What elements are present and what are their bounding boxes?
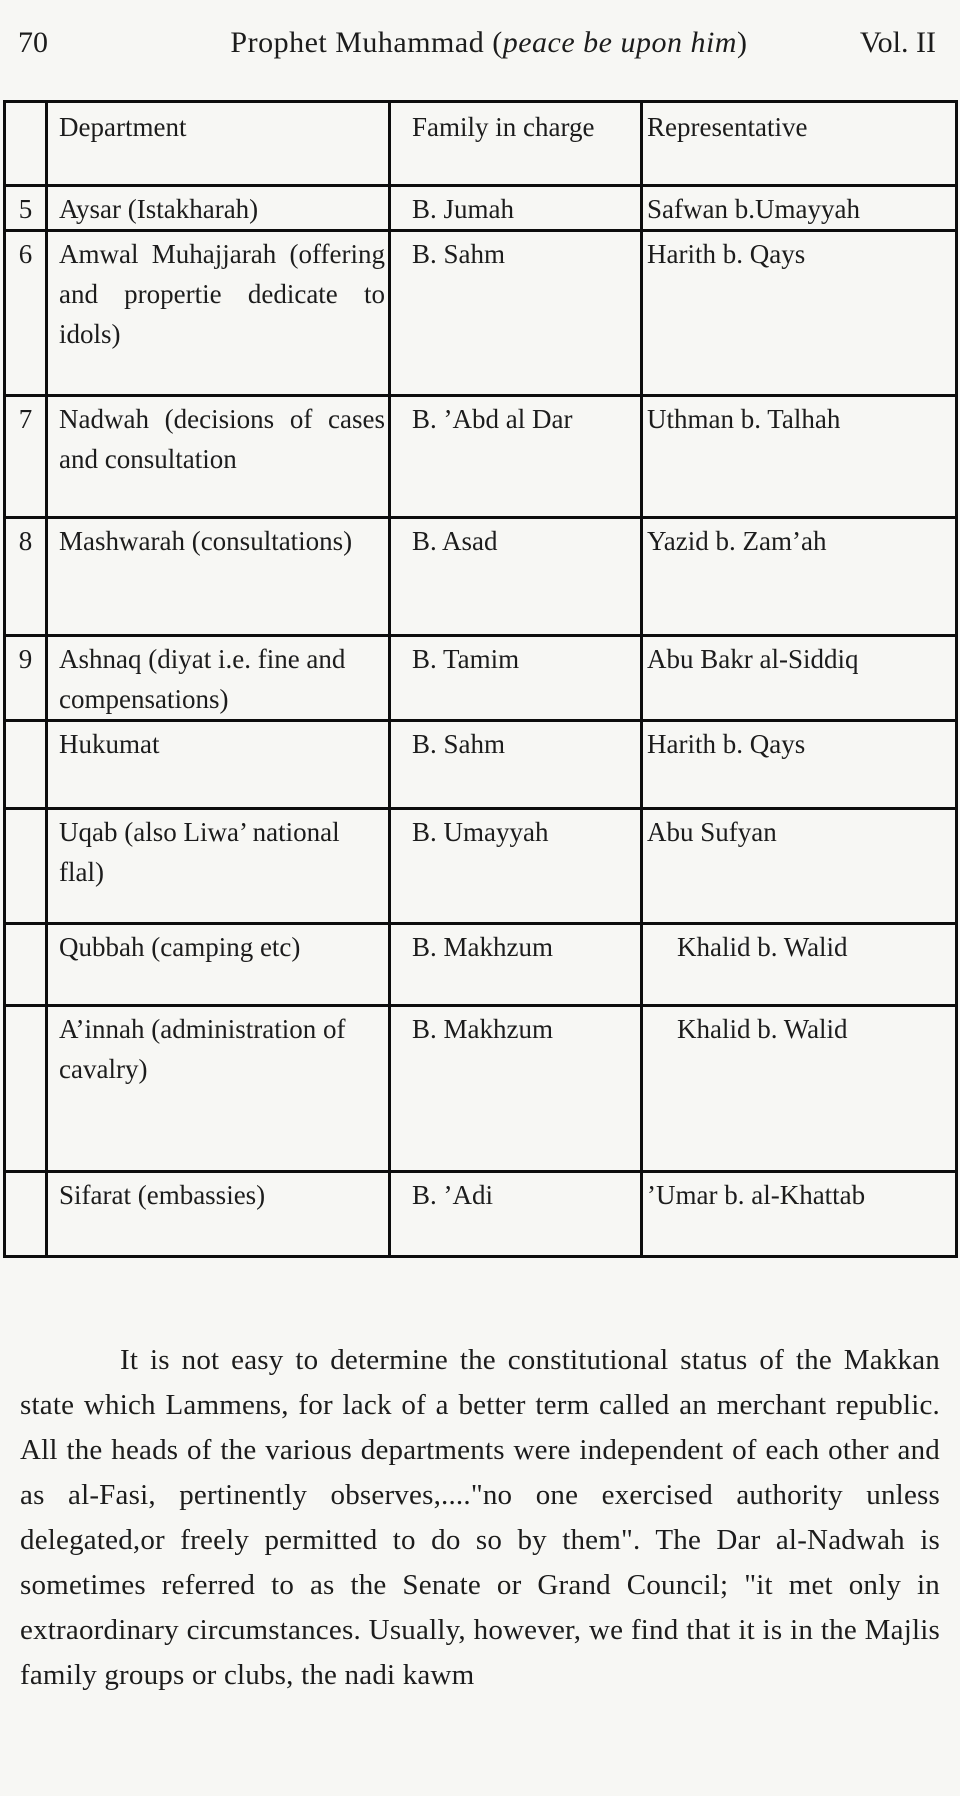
table-row [5,721,957,809]
row-number-cell: 8 [5,518,47,636]
department-cell: Mashwarah (consultations) [47,518,390,636]
family-cell: B. ’Adi [390,1172,642,1257]
department-cell: Uqab (also Liwa’ national flal) [47,809,390,924]
header-cell-department: Department [47,102,390,186]
representative-cell: ’Umar b. al-Khattab [642,1172,957,1257]
department-cell: Aysar (Istakharah) [47,186,390,231]
department-cell: Amwal Muhajjarah (offering and propertie dedicate to idols) [47,231,390,396]
row-number-cell [5,924,47,1006]
representative-cell: Abu Bakr al-Siddiq [642,636,957,721]
row-number-cell: 7 [5,396,47,518]
department-cell: A’innah (administration of cavalry) [47,1006,390,1172]
row-number-cell [5,809,47,924]
family-cell: B. Umayyah [390,809,642,924]
row-number-cell: 9 [5,636,47,721]
family-cell: B. Jumah [390,186,642,231]
family-cell: B. Asad [390,518,642,636]
table-row [5,1006,957,1172]
representative-cell: Safwan b.Umayyah [642,186,957,231]
representative-cell: Harith b. Qays [642,721,957,809]
department-cell: Qubbah (camping etc) [47,924,390,1006]
representative-cell: Abu Sufyan [642,809,957,924]
representative-cell: Yazid b. Zam’ah [642,518,957,636]
book-title-prefix: Prophet Muhammad ( [230,26,503,59]
department-cell: Sifarat (embassies) [47,1172,390,1257]
representative-cell: Khalid b. Walid [642,1006,957,1172]
row-number-cell [5,1006,47,1172]
department-cell: Ashnaq (diyat i.e. fine and compensations) [47,636,390,721]
table-row [5,396,957,518]
table-row [5,924,957,1006]
volume-label: Vol. II [859,26,936,59]
header-cell-number [5,102,47,186]
family-cell: B. Tamim [390,636,642,721]
table-row [5,231,957,396]
department-cell: Hukumat [47,721,390,809]
row-number-cell [5,721,47,809]
row-number-cell: 6 [5,231,47,396]
representative-cell: Uthman b. Talhah [642,396,957,518]
book-title [138,26,840,60]
page-header [0,0,960,60]
table-row [5,1172,957,1257]
row-number-cell [5,1172,47,1257]
header-cell-family: Family in charge [390,102,642,186]
table-header-row [5,102,957,186]
book-title-italic: peace be upon him [502,26,737,59]
family-cell: B. ’Abd al Dar [390,396,642,518]
representative-cell: Khalid b. Walid [642,924,957,1006]
family-cell: B. Sahm [390,721,642,809]
table-row [5,518,957,636]
family-cell: B. Sahm [390,231,642,396]
table-row [5,186,957,231]
body-paragraph: It is not easy to determine the constitutional status of the Makkan state which Lammens, for lack of a better term called an merchant republic. All the heads of the various departments were independent of each other and as al-Fasi, pertinently observes,...."no one exercised authority unless delegated,or freely permitted to do so by them". The Dar al-Nadwah is sometimes referred to as the Senate or Grand Council; "it met only in extraordinary circumstances. Usually, however, we find that it is in the Majlis family groups or clubs, the nadi kawm [20,1344,940,1691]
departments-table [3,100,958,1258]
department-cell: Nadwah (decisions of cases and consultation [47,396,390,518]
family-cell: B. Makhzum [390,1006,642,1172]
page-number: 70 [18,26,48,59]
table-row [5,809,957,924]
family-cell: B. Makhzum [390,924,642,1006]
table-row [5,636,957,721]
table-body [5,186,957,1257]
row-number-cell: 5 [5,186,47,231]
book-title-suffix: ) [736,26,748,59]
header-cell-representative: Representative [642,102,957,186]
representative-cell: Harith b. Qays [642,231,957,396]
